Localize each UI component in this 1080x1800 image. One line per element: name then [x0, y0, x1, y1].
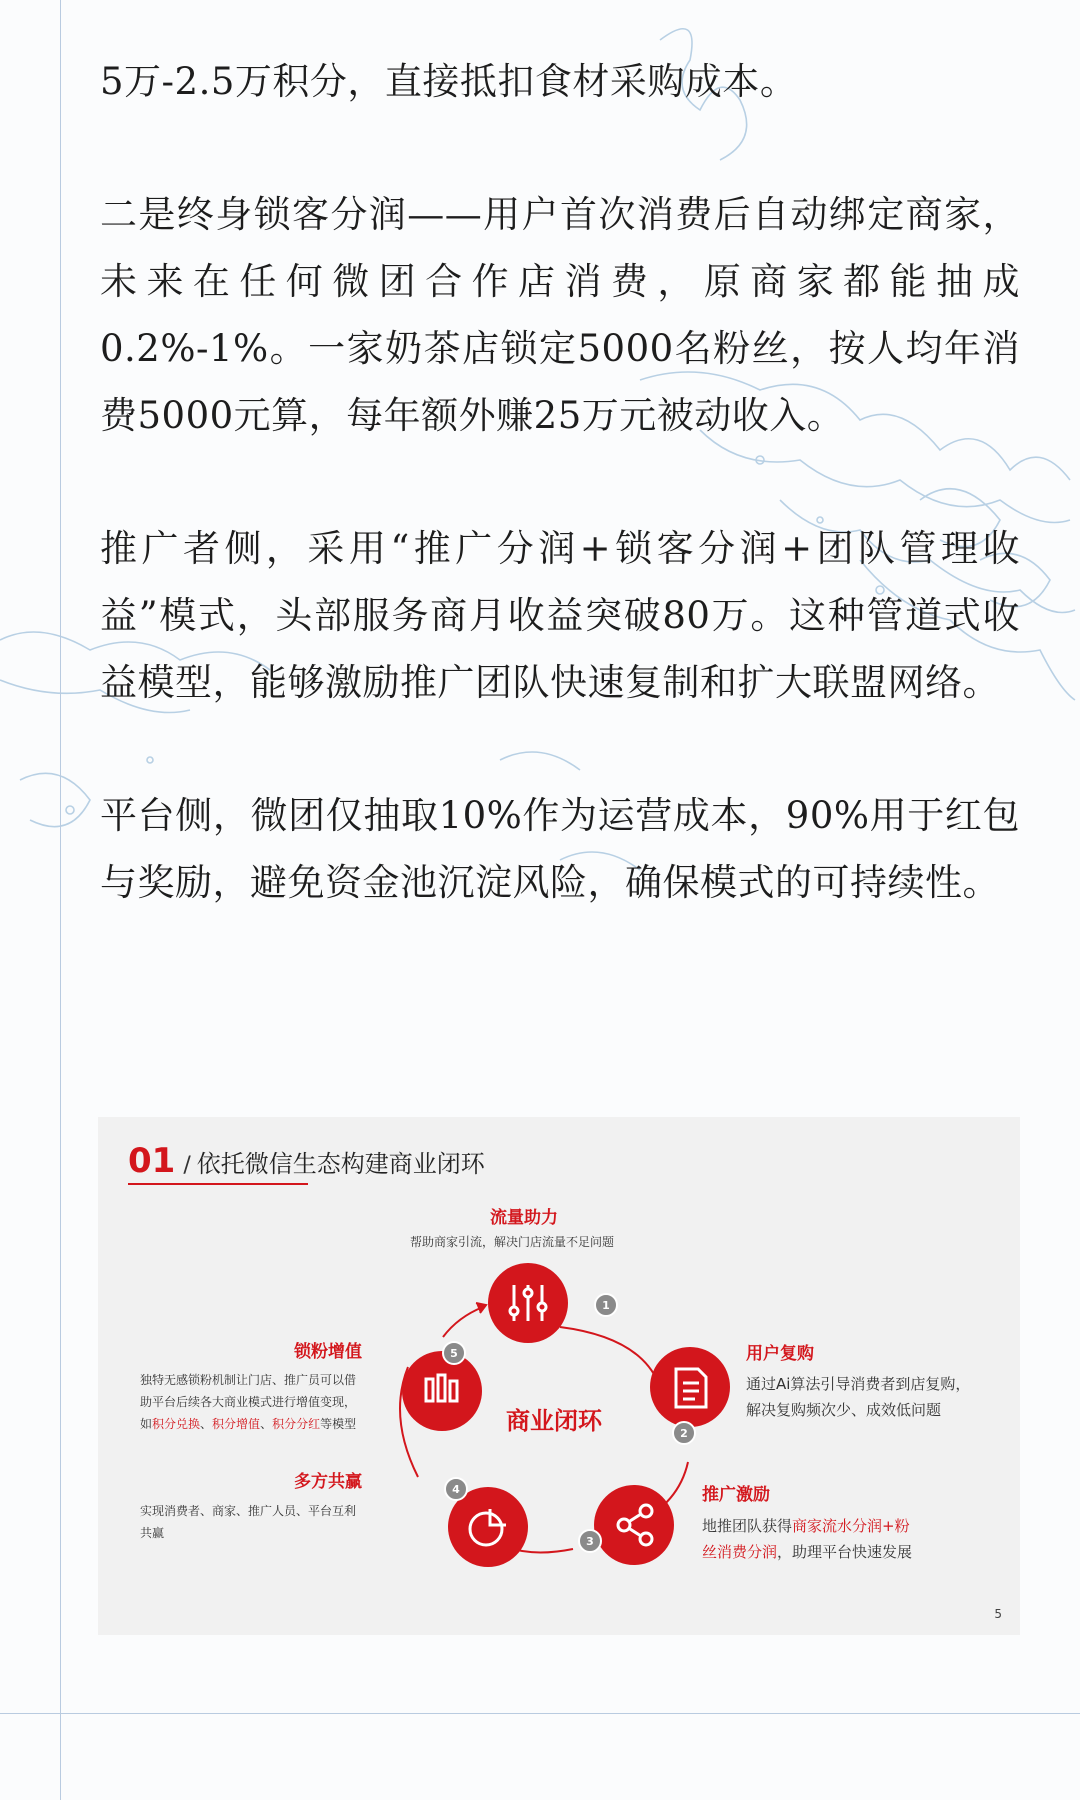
article-paragraph: 5万-2.5万积分，直接抵扣食材采购成本。: [100, 60, 798, 103]
cycle-center-label: 商业闭环: [506, 1407, 602, 1435]
arc-1-2: [560, 1327, 658, 1382]
margin-line-horizontal: [0, 1713, 1080, 1714]
node-desc-line: 独特无感锁粉机制让门店、推广员可以借: [140, 1373, 357, 1387]
slide-slash: /: [183, 1153, 191, 1178]
slide-image: [98, 1117, 1020, 1635]
node-desc-line: 解决复购频次少、成效低问题: [746, 1401, 942, 1419]
node-repurchase: [650, 1347, 730, 1444]
arc-arrow-head: [476, 1303, 486, 1313]
step-number: 3: [586, 1535, 594, 1548]
step-number: 5: [450, 1347, 458, 1360]
node-desc: 帮助商家引流，解决门店流量不足问题: [410, 1235, 615, 1249]
node-title: 流量助力: [490, 1208, 558, 1228]
node-title: 推广激励: [702, 1485, 770, 1505]
node-traffic: [488, 1263, 617, 1343]
article-paragraph: 二是终身锁客分润——用户首次消费后自动绑定商家，未来在任何微团合作店消费，原商家都能抽成0.2%-1%。一家奶茶店锁定5000名粉丝，按人均年消费5000元算，每年额外赚25万元被动收入。: [100, 193, 1020, 437]
node-title: 锁粉增值: [294, 1342, 362, 1362]
step-number: 1: [602, 1299, 610, 1312]
article-paragraph: 平台侧，微团仅抽取10%作为运营成本，90%用于红包与奖励，避免资金池沉淀风险，确保模式的可持续性。: [100, 794, 1020, 904]
node-title: 多方共赢: [294, 1472, 362, 1492]
node-desc-line: 实现消费者、商家、推广人员、平台互利: [140, 1504, 357, 1518]
node-fan-lock: [402, 1342, 482, 1431]
sliders-icon: [510, 1285, 546, 1321]
step-number: 4: [452, 1483, 460, 1496]
node-desc-line: 共赢: [140, 1526, 165, 1540]
node-desc-line: 助平台后续各大商业模式进行增值变现，: [140, 1395, 357, 1409]
slide-number: 01: [128, 1141, 176, 1181]
node-desc: 地推团队获得商家流水分润+粉 丝消费分润，助理平台快速发展: [702, 1517, 913, 1561]
article-paragraph: 推广者侧，采用“推广分润+锁客分润+团队管理收益”模式，头部服务商月收益突破80万。这种管道式收益模型，能够激励推广团队快速复制和扩大联盟网络。: [100, 527, 1020, 704]
node-desc: [140, 1369, 356, 1435]
article-body: [100, 48, 1020, 916]
margin-line-vertical: [60, 0, 61, 1800]
slide-title: 依托微信生态构建商业闭环: [196, 1150, 485, 1178]
arc-5-1: [443, 1307, 483, 1337]
slide-page-number: 5: [994, 1607, 1002, 1621]
node-promotion: [579, 1485, 674, 1565]
node-desc-line: 通过Ai算法引导消费者到店复购，: [746, 1375, 971, 1393]
node-desc-line: 如积分兑换、积分增值、积分分红等模型: [140, 1417, 357, 1431]
node-desc: [140, 1500, 356, 1544]
step-number: 2: [680, 1427, 688, 1440]
node-desc: [746, 1371, 970, 1423]
node-title: 用户复购: [746, 1344, 814, 1364]
